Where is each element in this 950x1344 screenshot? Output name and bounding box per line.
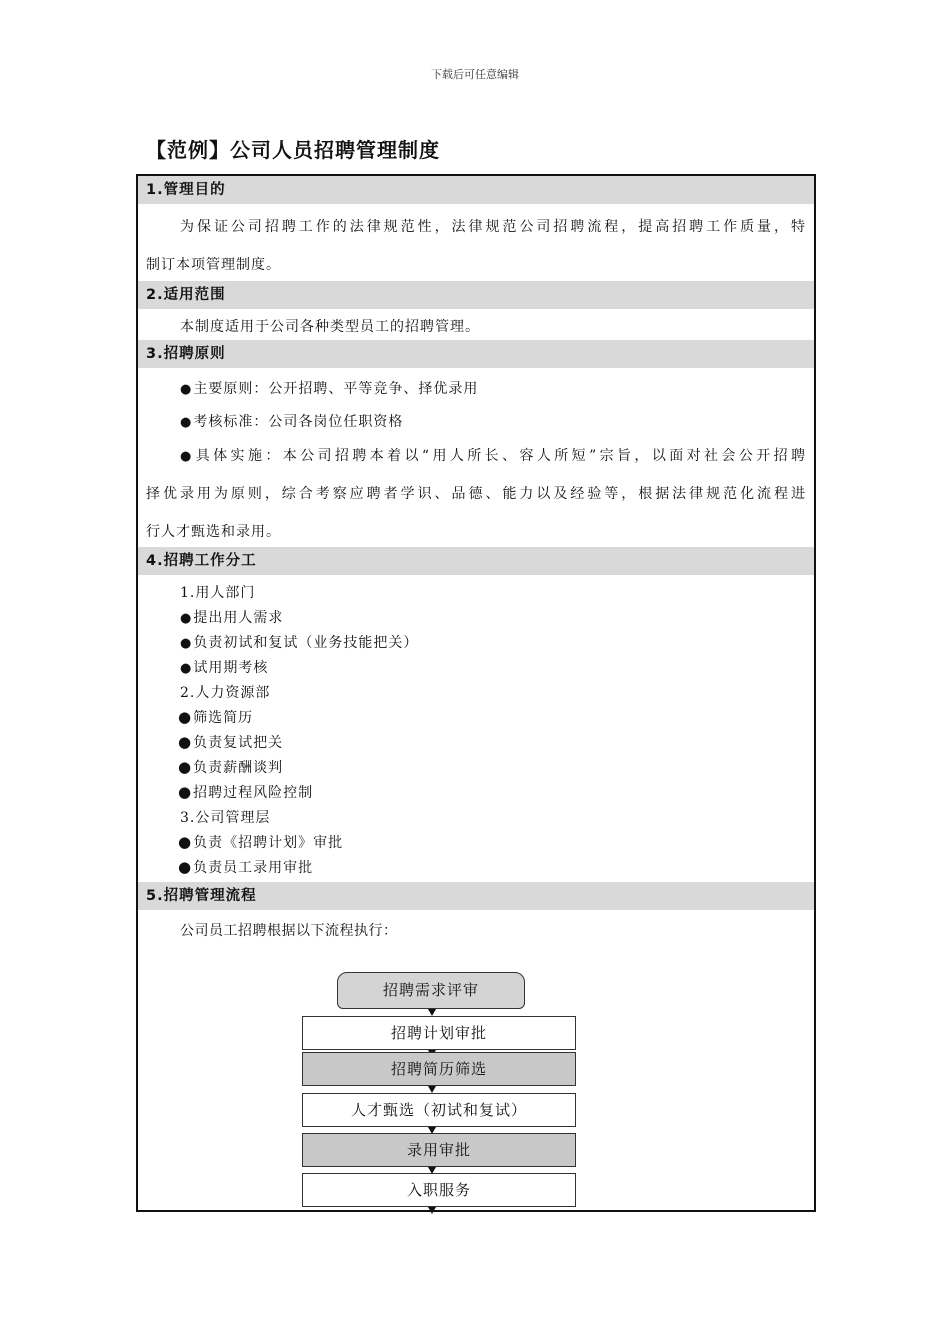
section-heading-principles: 3.招聘原则 (138, 340, 814, 368)
flow-arrow (428, 1009, 436, 1016)
flow-arrow (428, 1207, 436, 1214)
division-item: ● 负责员工录用审批 (178, 857, 313, 877)
document-title: 【范例】公司人员招聘管理制度 (146, 138, 440, 162)
division-item: ● 负责薪酬谈判 (178, 757, 283, 777)
header-note: 下载后可任意编辑 (431, 68, 519, 81)
flow-step-talent-selection: 人才甄选（初试和复试） (302, 1093, 576, 1127)
section-heading-purpose: 1.管理目的 (138, 176, 814, 204)
section-heading-division: 4.招聘工作分工 (138, 547, 814, 575)
division-item: ● 筛选简历 (178, 707, 253, 727)
flow-step-onboarding: 入职服务 (302, 1173, 576, 1207)
flow-arrow (428, 1086, 436, 1093)
division-item: ● 负责《招聘计划》审批 (178, 832, 343, 852)
flow-step-resume-screening: 招聘简历筛选 (302, 1052, 576, 1086)
division-item: ● 提出用人需求 (180, 607, 283, 627)
flow-step-demand-review: 招聘需求评审 (337, 972, 525, 1009)
principle-detail-line-1: ● 具体实施：本公司招聘本着以“用人所长、容人所短”宗旨，以面对社会公开招聘 (146, 445, 806, 465)
division-item: ● 招聘过程风险控制 (178, 782, 313, 802)
policy-table (136, 174, 816, 1212)
principle-detail-line-3: 行人才甄选和录用。 (146, 524, 281, 540)
purpose-text-line-1: 为保证公司招聘工作的法律规范性，法律规范公司招聘流程，提高招聘工作质量，特 (180, 219, 806, 235)
division-group-label: 3.公司管理层 (180, 810, 271, 826)
principle-detail-line-2: 择优录用为原则，综合考察应聘者学识、品德、能力以及经验等，根据法律规范化流程进 (146, 486, 806, 502)
division-group-label: 2.人力资源部 (180, 685, 271, 701)
division-group-label: 1.用人部门 (180, 585, 256, 601)
division-item: ● 试用期考核 (180, 657, 268, 677)
scope-text: 本制度适用于公司各种类型员工的招聘管理。 (180, 319, 480, 335)
process-intro: 公司员工招聘根据以下流程执行： (180, 923, 398, 939)
flow-step-hiring-approval: 录用审批 (302, 1133, 576, 1167)
section-heading-process: 5.招聘管理流程 (138, 882, 814, 910)
division-item: ● 负责复试把关 (178, 732, 283, 752)
flow-step-plan-approval: 招聘计划审批 (302, 1016, 576, 1050)
section-heading-scope: 2.适用范围 (138, 281, 814, 309)
purpose-text-line-2: 制订本项管理制度。 (146, 257, 281, 273)
principle-bullet: ● 主要原则：公开招聘、平等竞争、择优录用 (180, 378, 478, 398)
division-item: ● 负责初试和复试（业务技能把关） (180, 632, 418, 652)
principle-bullet: ● 考核标准：公司各岗位任职资格 (180, 411, 403, 431)
